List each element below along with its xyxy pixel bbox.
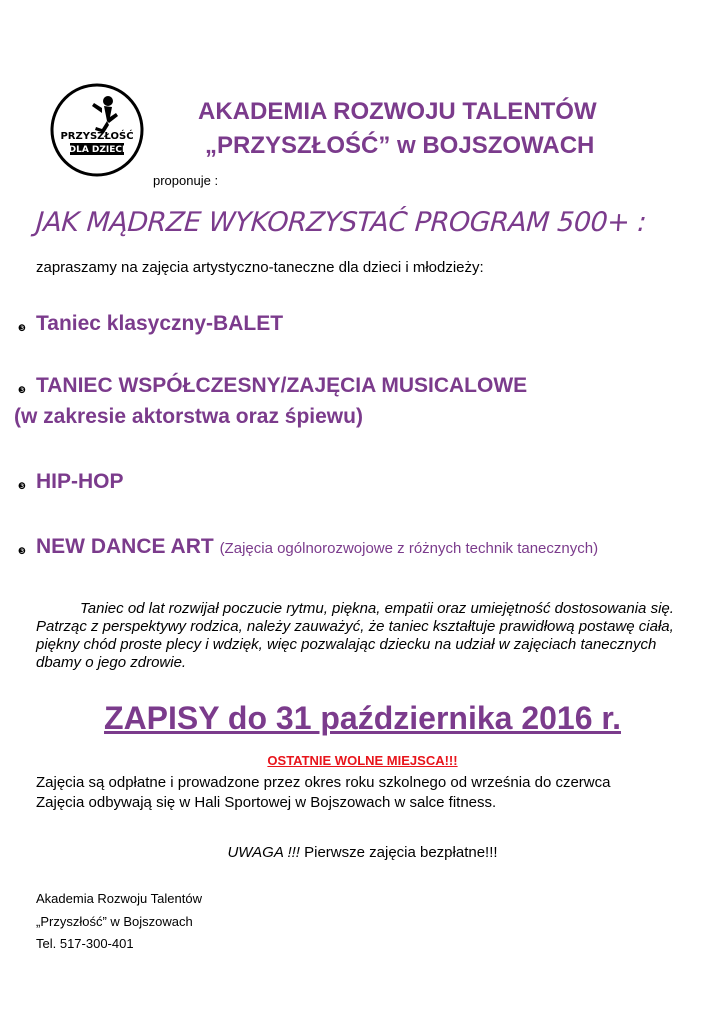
invite-text: zapraszamy na zajęcia artystyczno-taneczne dla dzieci i młodzieży: bbox=[36, 259, 484, 276]
bullet-icon: ❸ bbox=[18, 386, 27, 396]
bullet-icon: ❸ bbox=[18, 547, 27, 557]
ostatnie-miejsca-notice: OSTATNIE WOLNE MIEJSCA!!! bbox=[267, 753, 458, 768]
info-line-2: Zajęcia odbywają się w Hali Sportowej w Bojszowach w salce fitness. bbox=[36, 794, 497, 811]
uwaga-prefix: UWAGA !!! bbox=[227, 844, 300, 861]
zapisy-heading: ZAPISY do 31 października 2016 r. bbox=[104, 700, 621, 736]
item-new-dance-art bbox=[36, 535, 598, 559]
logo-text-line2: DLA DZIECI bbox=[68, 145, 126, 155]
headline: JAK MĄDRZE WYKORZYSTAĆ PROGRAM 500+ : bbox=[34, 207, 648, 238]
footer-org-name: Akademia Rozwoju Talentów bbox=[36, 891, 202, 906]
item-hip-hop: HIP-HOP bbox=[36, 470, 124, 493]
org-name-line2: „PRZYSZŁOŚĆ” w BOJSZOWACH bbox=[205, 132, 595, 159]
proponuje-label: proponuje : bbox=[153, 173, 219, 188]
info-line-1: Zajęcia są odpłatne i prowadzone przez okres roku szkolnego od września do czerwca bbox=[36, 774, 611, 791]
bullet-icon: ❸ bbox=[18, 324, 27, 334]
bullet-icon: ❸ bbox=[18, 482, 27, 492]
org-name-line1: AKADEMIA ROZWOJU TALENTÓW bbox=[198, 98, 597, 125]
uwaga-notice bbox=[0, 844, 725, 861]
logo-emblem bbox=[50, 83, 144, 177]
uwaga-text: Pierwsze zajęcia bezpłatne!!! bbox=[299, 844, 498, 861]
item-taniec-wspolczesny-continuation: (w zakresie aktorstwa oraz śpiewu) bbox=[14, 405, 363, 428]
item-new-dance-art-label: NEW DANCE ART bbox=[36, 535, 214, 558]
item-new-dance-art-note: (Zajęcia ogólnorozwojowe z różnych technik tanecznych) bbox=[219, 540, 599, 557]
description-paragraph bbox=[36, 600, 696, 672]
footer-phone: Tel. 517-300-401 bbox=[36, 936, 134, 951]
logo bbox=[50, 83, 144, 177]
description-text: Taniec od lat rozwijał poczucie rytmu, piękna, empatii oraz umiejętność dostosowania się. Patrząc z perspektywy rodzica, należy zauważyć, że taniec kształtuje prawidłową postawę ciała, piękny chód proste plecy i wdzięk, więc pozwalając dziecku na udział w zajęciach tanecznych dbamy o jego zdrowie. bbox=[36, 600, 674, 671]
footer-org-location: „Przyszłość” w Bojszowach bbox=[36, 914, 193, 929]
item-taniec-wspolczesny: TANIEC WSPÓŁCZESNY/ZAJĘCIA MUSICALOWE bbox=[36, 374, 528, 397]
item-balet: Taniec klasyczny-BALET bbox=[36, 312, 284, 335]
logo-text-line1: PRZYSZŁOŚĆ bbox=[60, 131, 134, 142]
